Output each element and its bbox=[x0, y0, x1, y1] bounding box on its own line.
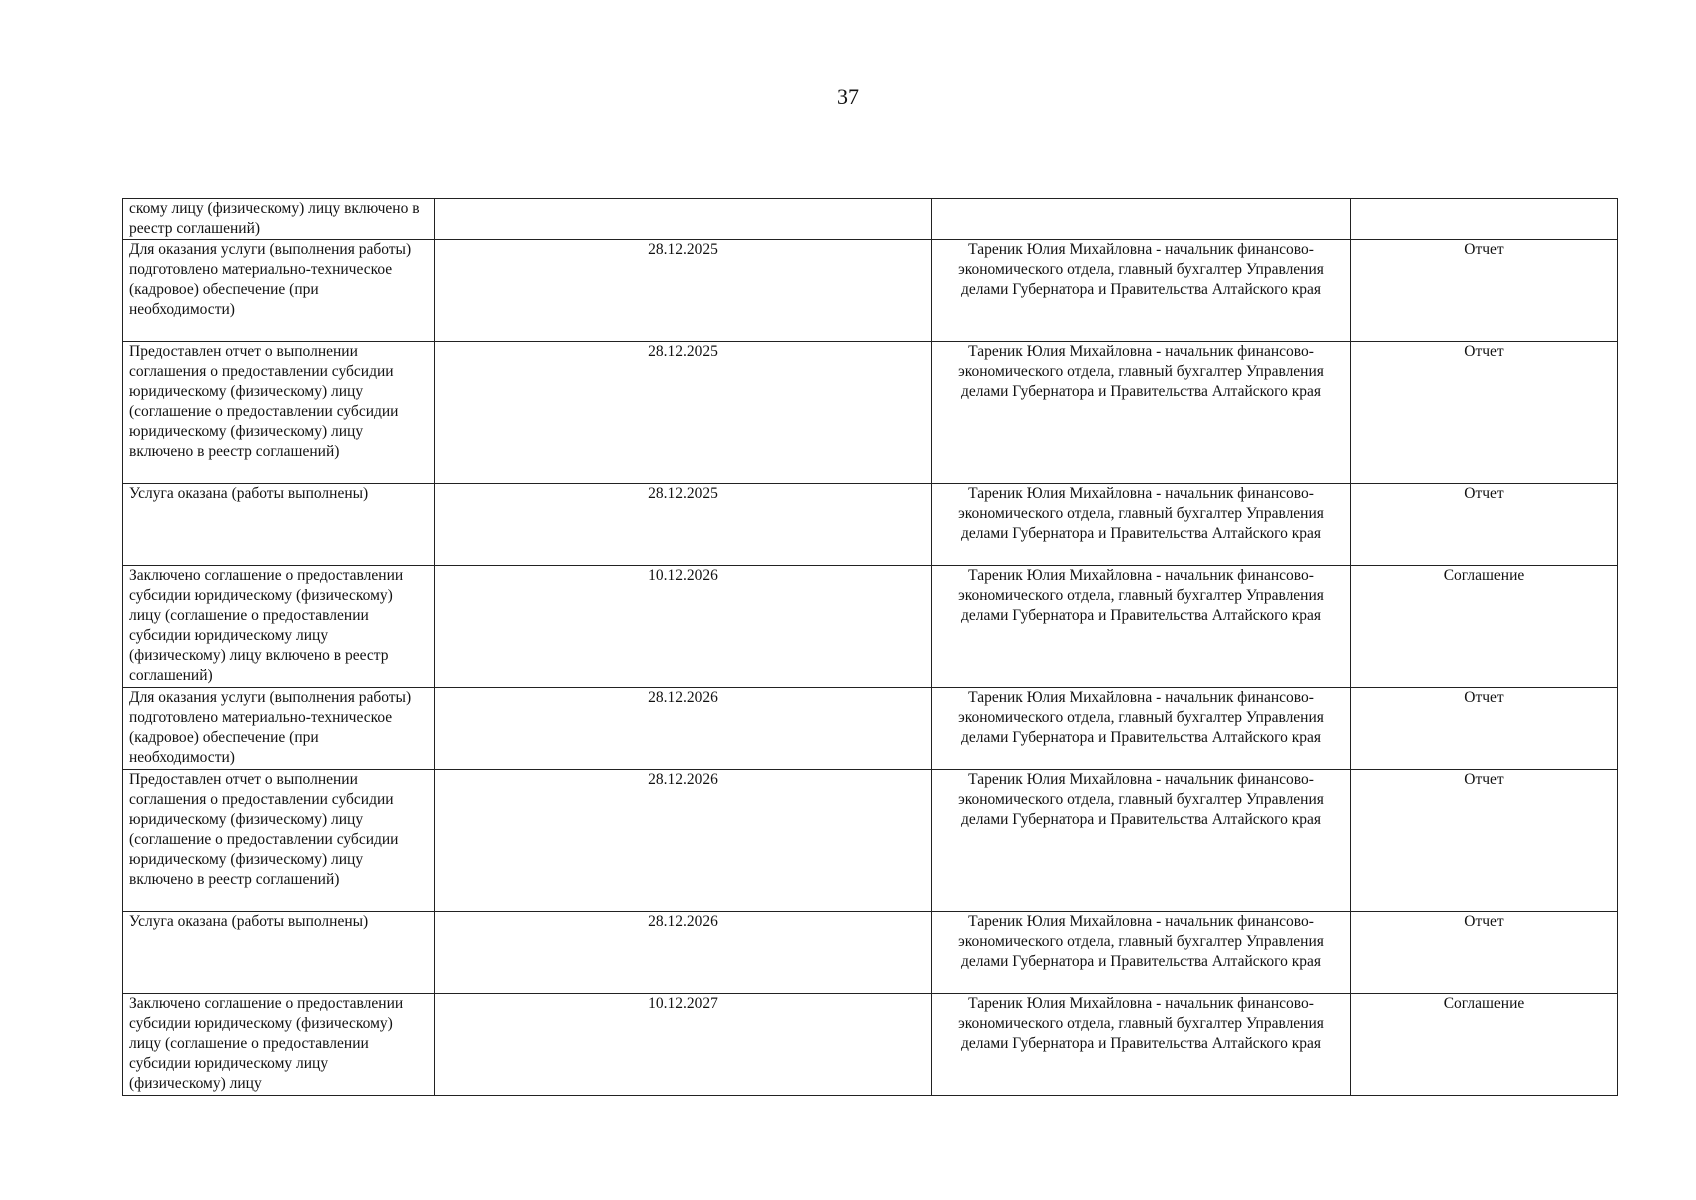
responsible-cell: Тареник Юлия Михайловна - начальник финансово-экономического отдела, главный бухгалтер Управления делами Губернатора и Правительства Алтайского края bbox=[932, 240, 1351, 342]
document-cell: Отчет bbox=[1351, 770, 1618, 912]
document-cell: Отчет bbox=[1351, 484, 1618, 566]
date-cell: 28.12.2026 bbox=[435, 912, 932, 994]
document-cell: Отчет bbox=[1351, 912, 1618, 994]
document-cell bbox=[1351, 199, 1618, 240]
responsible-cell: Тареник Юлия Михайловна - начальник финансово-экономического отдела, главный бухгалтер Управления делами Губернатора и Правительства Алтайского края bbox=[932, 566, 1351, 688]
event-cell: Услуга оказана (работы выполнены) bbox=[123, 484, 435, 566]
date-cell: 28.12.2026 bbox=[435, 688, 932, 770]
responsible-cell: Тареник Юлия Михайловна - начальник финансово-экономического отдела, главный бухгалтер Управления делами Губернатора и Правительства Алтайского края bbox=[932, 342, 1351, 484]
table-row bbox=[123, 484, 1618, 566]
responsible-cell: Тареник Юлия Михайловна - начальник финансово-экономического отдела, главный бухгалтер Управления делами Губернатора и Правительства Алтайского края bbox=[932, 484, 1351, 566]
event-cell: Услуга оказана (работы выполнены) bbox=[123, 912, 435, 994]
date-cell: 10.12.2026 bbox=[435, 566, 932, 688]
event-cell: Предоставлен отчет о выполнении соглашения о предоставлении субсидии юридическому (физическому) лицу (соглашение о предоставлении субсидии юридическому (физическому) лицу включено в реестр соглашений) bbox=[123, 770, 435, 912]
document-cell: Соглашение bbox=[1351, 566, 1618, 688]
schedule-table bbox=[122, 198, 1618, 1096]
date-cell: 10.12.2027 bbox=[435, 994, 932, 1096]
event-cell: Предоставлен отчет о выполнении соглашения о предоставлении субсидии юридическому (физическому) лицу (соглашение о предоставлении субсидии юридическому (физическому) лицу включено в реестр соглашений) bbox=[123, 342, 435, 484]
table-row bbox=[123, 688, 1618, 770]
date-cell: 28.12.2025 bbox=[435, 484, 932, 566]
table-row bbox=[123, 566, 1618, 688]
responsible-cell: Тареник Юлия Михайловна - начальник финансово-экономического отдела, главный бухгалтер Управления делами Губернатора и Правительства Алтайского края bbox=[932, 912, 1351, 994]
event-cell: Для оказания услуги (выполнения работы) подготовлено материально-техническое (кадровое) обеспечение (при необходимости) bbox=[123, 240, 435, 342]
document-cell: Отчет bbox=[1351, 342, 1618, 484]
responsible-cell: Тареник Юлия Михайловна - начальник финансово-экономического отдела, главный бухгалтер Управления делами Губернатора и Правительства Алтайского края bbox=[932, 994, 1351, 1096]
event-cell: Заключено соглашение о предоставлении субсидии юридическому (физическому) лицу (соглашение о предоставлении субсидии юридическому лицу (физическому) лицу bbox=[123, 994, 435, 1096]
event-cell: Заключено соглашение о предоставлении субсидии юридическому (физическому) лицу (соглашение о предоставлении субсидии юридическому лицу (физическому) лицу включено в реестр соглашений) bbox=[123, 566, 435, 688]
date-cell: 28.12.2025 bbox=[435, 342, 932, 484]
responsible-cell: Тареник Юлия Михайловна - начальник финансово-экономического отдела, главный бухгалтер Управления делами Губернатора и Правительства Алтайского края bbox=[932, 770, 1351, 912]
table-row bbox=[123, 994, 1618, 1096]
event-cell: скому лицу (физическому) лицу включено в реестр соглашений) bbox=[123, 199, 435, 240]
date-cell: 28.12.2026 bbox=[435, 770, 932, 912]
document-cell: Соглашение bbox=[1351, 994, 1618, 1096]
table-row bbox=[123, 240, 1618, 342]
responsible-cell bbox=[932, 199, 1351, 240]
date-cell: 28.12.2025 bbox=[435, 240, 932, 342]
document-cell: Отчет bbox=[1351, 240, 1618, 342]
page-number: 37 bbox=[837, 84, 859, 109]
event-cell: Для оказания услуги (выполнения работы) подготовлено материально-техническое (кадровое) обеспечение (при необходимости) bbox=[123, 688, 435, 770]
table-row bbox=[123, 912, 1618, 994]
table-row bbox=[123, 342, 1618, 484]
table-row bbox=[123, 199, 1618, 240]
document-cell: Отчет bbox=[1351, 688, 1618, 770]
date-cell bbox=[435, 199, 932, 240]
responsible-cell: Тареник Юлия Михайловна - начальник финансово-экономического отдела, главный бухгалтер Управления делами Губернатора и Правительства Алтайского края bbox=[932, 688, 1351, 770]
table-row bbox=[123, 770, 1618, 912]
